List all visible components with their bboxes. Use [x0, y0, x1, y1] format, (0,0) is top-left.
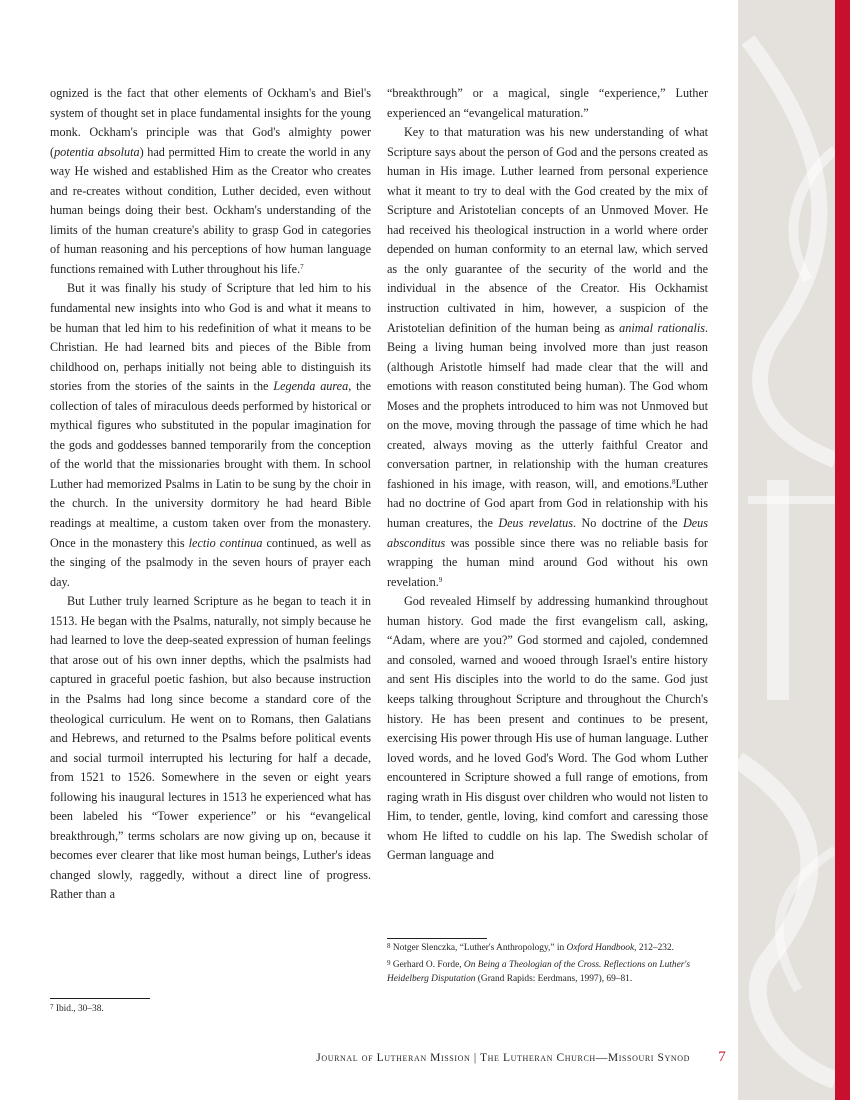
footnote-ref-8[interactable]: 8 — [672, 477, 676, 486]
right-paragraph-2: Key to that maturation was his new understanding of what Scripture says about the person of God and the persons created as human in His image. Luther learned from personal experience what it meant to try to deal with the God created by the mix of Scripture and Aristotelian concepts of an Unmoved Mover. He had received his theological instruction in a world where order depended on human conformity to an eternal law, which served as the only guarantee of the security of the world and the individual in the absence of the Creator. His Ockhamist instruction cultivated in him, however, a suspicion of the Aristotelian definition of the human being as animal rationalis. Being a living human being involved more than just reason (although Aristotle himself had made clear that the will and emotions with reason constituted being human). The God whom Moses and the prophets introduced to him was not Unmoved but on the move, moving through the passage of time which he had created, always moving as the utterly faithful Creator and conversation partner, in relationship with the human creatures fashioned in his image, with reason, will, and emotions.$^8$Luther had no doctrine of God apart from God in relationship with his human creatures, the Deus revelatus. No doctrine of the Deus absconditus was possible since there was no reliable basis for wrapping the human mind around God without his own revelation.$^9$ — [387, 125, 709, 589]
footnote-7: $^7$ Ibid., 30–38. — [50, 1003, 104, 1014]
decorative-side-band — [738, 0, 835, 1100]
left-text-column — [50, 84, 371, 905]
footnote-8: $^8$ Notger Slenczka, “Luther's Anthropology,” in Oxford Handbook, 212–232. — [387, 942, 675, 953]
footnotes-left — [50, 1003, 371, 1020]
page-number: 7 — [718, 1049, 726, 1065]
footnote-ref-9[interactable]: 9 — [438, 575, 443, 584]
left-paragraph-2: But it was finally his study of Scripture that led him to his fundamental new insights into who God is and what it means to be human that led him to his redefinition of what it means to be Christian. He had learned bits and pieces of the Bible from childhood on, perhaps initially not being able to distinguish its stories from the stories of the saints in the Legenda aurea, the collection of tales of miraculous deeds performed by historical or mythical figures who substituted in the popular imagination for the gods and goddesses banned temporarily from the conception of the world that the missionaries brought with them. In school Luther had memorized Psalms in Latin to be sung by the choir in the church. In the university dormitory he had heard Bible readings at mealtime, a custom taken over from the monastery. Once in the monastery this lectio continua continued, as well as the singing of the psalmody in the seven hours of prayer each day. — [50, 281, 372, 589]
right-text-column — [387, 84, 708, 866]
running-footer: Journal of Lutheran Mission | The Lutheran Church—Missouri Synod — [316, 1052, 690, 1064]
footnote-divider-left — [50, 998, 150, 999]
left-paragraph-1: ognized is the fact that other elements of Ockham's and Biel's system of thought set in place fundamental insights for the young monk. Ockham's principle was that God's almighty power (potentia absoluta) had permitted Him to create the world in any way He wished and established Him as the Creator who creates and re-creates without condition, Luther decided, even without human beings doing their best. Ockham's understanding of the limits of the human creature's ability to grasp God in categories of human reasoning and his perceptions of how human language functions remained with Luther throughout his life.$^7$ — [50, 86, 371, 276]
footnote-ref-7[interactable]: 7 — [300, 262, 304, 271]
footnotes-right — [387, 942, 708, 990]
left-paragraph-3: But Luther truly learned Scripture as he began to teach it in 1513. He began with the Psalms, naturally, not simply because he had learned to love the deep-seated expression of human feelings that arose out of his own inner depths, which the psalmists had captured in graceful poetic fashion, but also because instruction in the Psalms had long since become a standard core of the theological curriculum. He went on to Romans, then Galatians and Hebrews, and returned to the Psalms before political events and social turmoil interrupted his lecturing for half a decade, from 1521 to 1526. Somewhere in the seven or eight years following his inaugural lectures in 1513 he experienced what has been labeled his “Tower experience” or his “evangelical breakthrough,” terms scholars are now giving up on, because it becomes ever clearer that like most human beings, Luther's ideas changed slowly, raggedly, without a direct line of progress. Rather than a — [50, 594, 371, 902]
red-edge-stripe — [835, 0, 850, 1100]
footnote-divider-right — [387, 938, 487, 939]
footnote-9: $^9$ Gerhard O. Forde, On Being a Theologian of the Cross. Reflections on Luther's Heidelberg Disputation (Grand Rapids: Eerdmans, 1997), 69–81. — [387, 959, 691, 984]
right-paragraph-1: “breakthrough” or a magical, single “experience,” Luther experienced an “evangelical maturation.” — [387, 86, 708, 120]
decorative-letterform-graphic — [738, 0, 835, 1100]
right-paragraph-3: God revealed Himself by addressing humankind throughout human history. God made the first evangelism call, asking, “Adam, where are you?” God stormed and cajoled, condemned and consoled, warned and wooed through Israel's entire history and sent His disciples into the world to do the same. God just keeps talking throughout Scripture and throughout the Church's history. He has been present and continues to be present, exercising His power through His use of human language. Luther loved words, and he loved God's Word. The God whom Luther encountered in Scripture showed a full range of emotions, from raging wrath in His disgust over children who would not listen to Him, to tender, gentle, loving, kind comfort and caressing those whom He lifted to cuddle on his lap. The Swedish scholar of German language and — [387, 594, 708, 863]
